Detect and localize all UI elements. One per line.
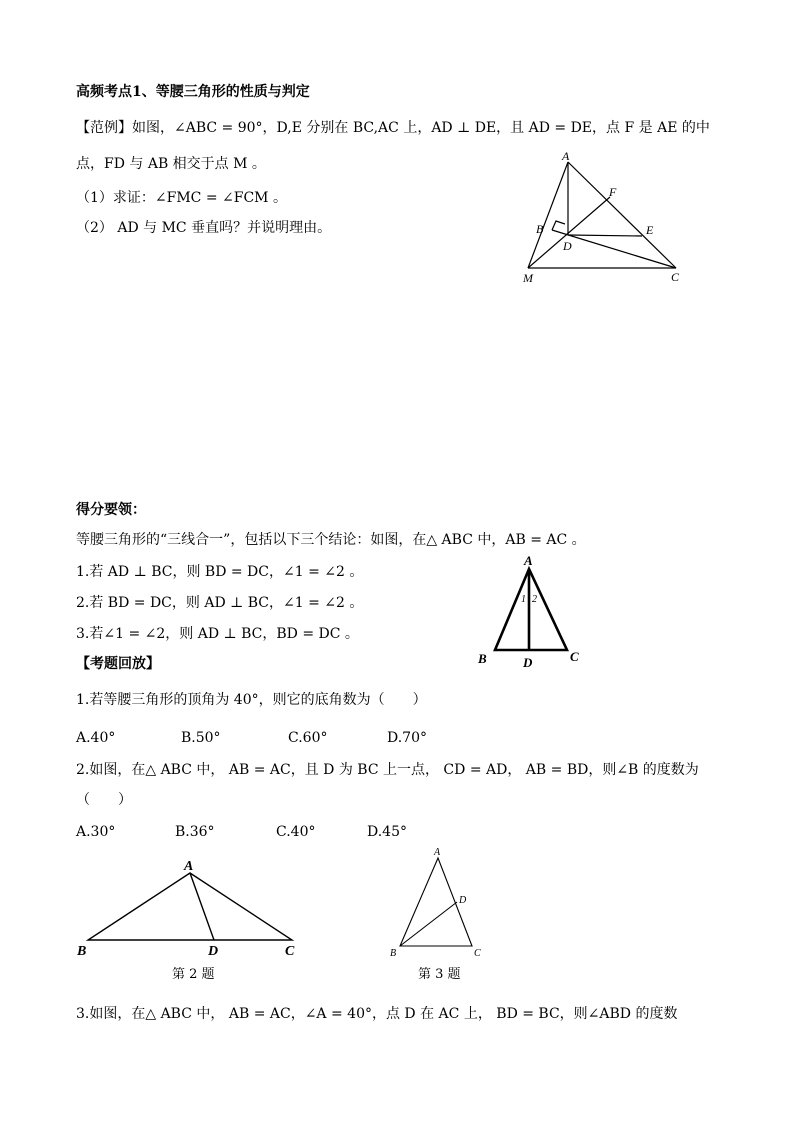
tip-label-d: D (523, 655, 533, 670)
fig3-label-c: C (474, 948, 481, 959)
fig3-label-b: B (390, 948, 397, 959)
example-question-2: （2） AD 与 MC 垂直吗？并说明理由。 (76, 220, 332, 236)
fig3-label-a: A (434, 847, 441, 858)
tip-label-a: A (524, 553, 533, 568)
fig3-segment-bd (400, 902, 457, 946)
fig2-label-d: D (208, 944, 219, 959)
tips-title: 得分要领： (76, 502, 146, 518)
tip-angle-2-label: 2 (532, 594, 537, 605)
q1-option-d: D.70° (387, 730, 427, 746)
review-q3-text: 3.如图，在△ ABC 中， AB = AC，∠A = 40°，点 D 在 AC 上， BD = BC，则∠ABD 的度数 (76, 1006, 678, 1022)
q2-option-d: D.45° (367, 824, 407, 840)
tip-label-c: C (570, 649, 579, 664)
tip-label-b: B (478, 651, 487, 666)
q2-option-b: B.36° (175, 824, 215, 840)
fig2-label-c: C (285, 944, 295, 959)
tips-point-3: 3.若∠1 = ∠2，则 AD ⊥ BC，BD = DC 。 (76, 626, 359, 642)
fig3-caption: 第 3 题 (418, 967, 461, 982)
example-line-2: 点，FD 与 AB 相交于点 M 。 (76, 156, 266, 172)
q1-option-b: B.50° (181, 730, 221, 746)
tips-intro: 等腰三角形的“三线合一”，包括以下三个结论：如图，在△ ABC 中，AB = AC 。 (76, 532, 586, 548)
fig1-label-c: C (671, 270, 680, 284)
fig1-label-f: F (609, 185, 617, 199)
q1-option-a: A.40° (76, 730, 116, 746)
section-title: 高频考点1、等腰三角形的性质与判定 (76, 84, 310, 100)
tips-point-2: 2.若 BD = DC，则 AD ⊥ BC，∠1 = ∠2 。 (76, 595, 364, 611)
review-title: 【考题回放】 (76, 656, 160, 672)
fig1-label-m: M (523, 271, 533, 285)
review-q2-text-2: （ ） (76, 792, 132, 808)
fig2-label-b: B (77, 944, 87, 959)
fig2-segment-ad (190, 873, 214, 940)
q1-option-c: C.60° (288, 730, 328, 746)
tip-angle-1-label: 1 (521, 594, 526, 605)
review-q1-text: 1.若等腰三角形的顶角为 40°，则它的底角数为（ ） (76, 692, 427, 708)
q2-option-a: A.30° (76, 824, 116, 840)
tips-point-1: 1.若 AD ⊥ BC，则 BD = DC，∠1 = ∠2 。 (76, 564, 364, 580)
fig2-caption: 第 2 题 (172, 967, 215, 982)
review-q2-text: 2.如图，在△ ABC 中， AB = AC，且 D 为 BC 上一点， CD = AD， AB = BD，则∠B 的度数为 (76, 762, 699, 778)
example-question-1: （1）求证：∠FMC = ∠FCM 。 (76, 190, 287, 206)
fig1-label-e: E (646, 223, 654, 237)
q2-option-c: C.40° (276, 824, 316, 840)
fig2-triangle-abc (88, 873, 292, 940)
fig1-label-d: D (563, 239, 572, 253)
fig1-label-a: A (562, 149, 570, 163)
fig3-label-d: D (459, 895, 467, 906)
example-line-1: 【范例】如图，∠ABC = 90°，D,E 分别在 BC,AC 上，AD ⊥ DE，且 AD = DE，点 F 是 AE 的中 (76, 120, 710, 136)
fig1-label-b: B (536, 222, 544, 236)
fig2-label-a: A (184, 859, 194, 874)
